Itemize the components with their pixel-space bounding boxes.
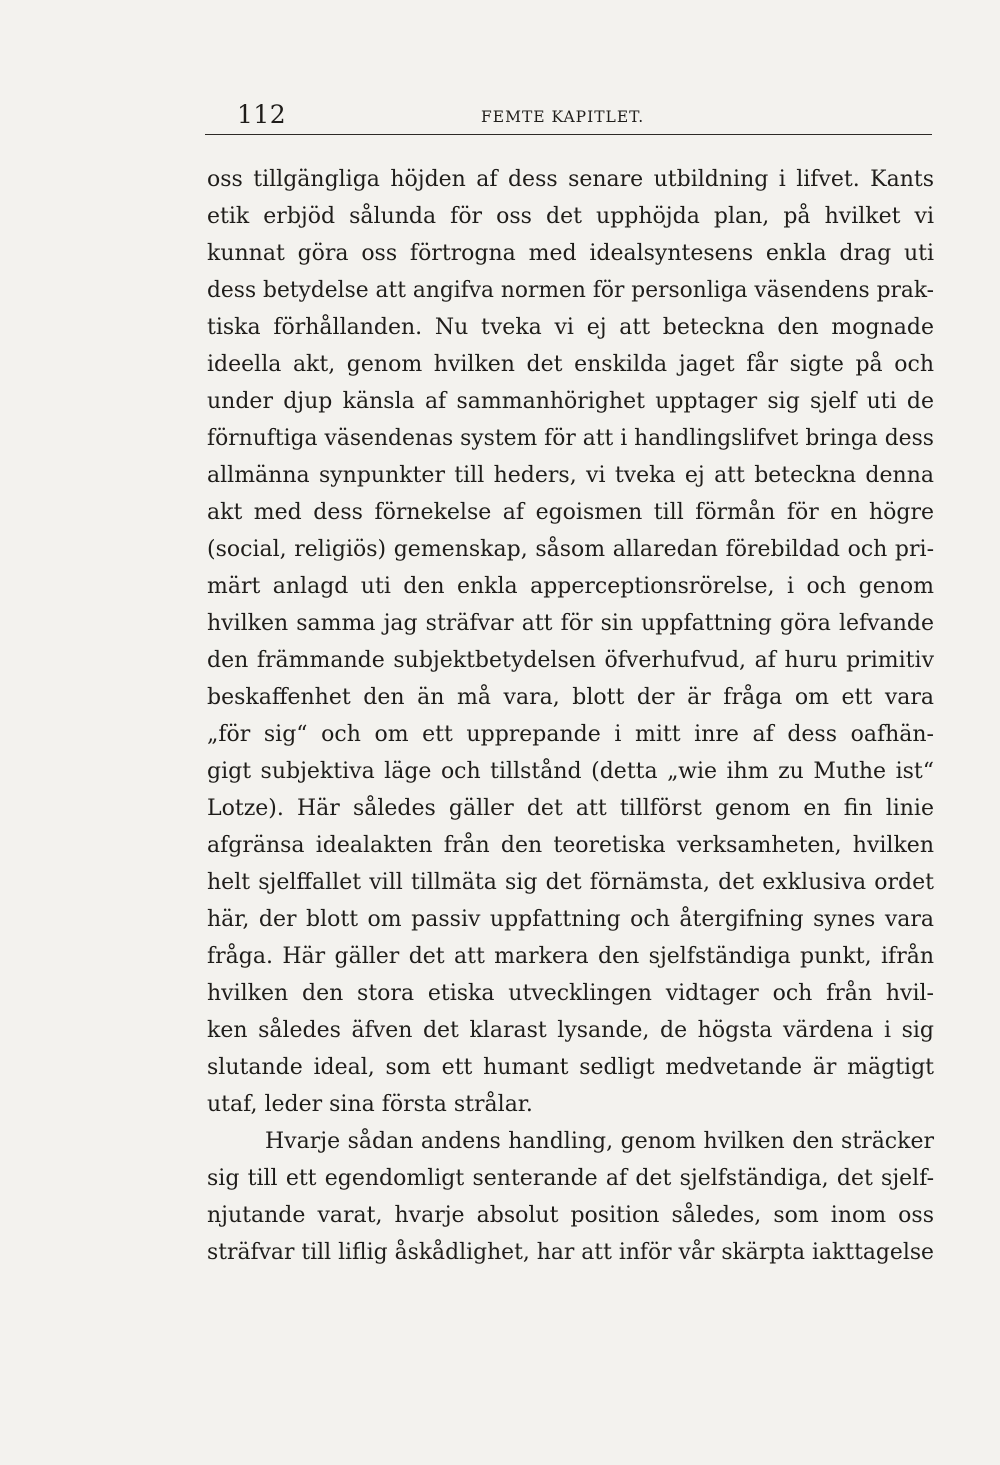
text-line [207, 938, 934, 975]
text-line-content: hvilken samma jag sträfvar att för sin uppfattning göra lefvande [207, 611, 934, 636]
text-line [207, 1197, 934, 1234]
text-line-content: Hvarje sådan andens handling, genom hvilken den sträcker [265, 1129, 934, 1154]
text-line-content: slutande ideal, som ett humant sedligt medvetande är mägtigt [207, 1055, 934, 1080]
text-line-content: tiska förhållanden. Nu tveka vi ej att beteckna den mognade [207, 315, 934, 340]
text-line-content: kunnat göra oss förtrogna med idealsyntesens enkla drag uti [207, 241, 934, 266]
text-line-content: etik erbjöd sålunda för oss det upphöjda plan, på hvilket vi [207, 204, 934, 229]
text-line [207, 235, 934, 272]
text-line [207, 568, 934, 605]
text-line [207, 420, 934, 457]
text-line [207, 494, 934, 531]
text-line [207, 679, 934, 716]
running-title: FEMTE KAPITLET. [481, 108, 645, 126]
text-line [207, 901, 934, 938]
text-line [207, 1123, 934, 1160]
text-line [207, 457, 934, 494]
text-line [207, 1160, 934, 1197]
text-line-content: märt anlagd uti den enkla apperceptionsrörelse, i och genom [207, 574, 934, 599]
text-line [207, 346, 934, 383]
page-number: 112 [237, 100, 287, 129]
text-line [207, 605, 934, 642]
text-line [207, 531, 934, 568]
text-line-content: sträfvar till liflig åskådlighet, har att inför vår skärpta iakttagelse [207, 1240, 934, 1265]
text-line [207, 827, 934, 864]
text-line-content: hvilken den stora etiska utvecklingen vidtager och från hvil- [207, 981, 934, 1006]
text-line-content: (social, religiös) gemenskap, såsom allaredan förebildad och pri- [207, 537, 934, 562]
text-line-content: Lotze). Här således gäller det att tillförst genom en fin linie [207, 796, 934, 821]
text-line [207, 1234, 934, 1271]
text-line [207, 790, 934, 827]
text-line-content: under djup känsla af sammanhörighet upptager sig sjelf uti de [207, 389, 934, 414]
body-text [207, 161, 934, 1271]
text-line [207, 753, 934, 790]
header-rule [205, 134, 932, 135]
text-line-content: fråga. Här gäller det att markera den sjelfständiga punkt, ifrån [207, 944, 934, 969]
text-line-content: dess betydelse att angifva normen för personliga väsendens prak- [207, 278, 934, 303]
text-line-content: allmänna synpunkter till heders, vi tveka ej att beteckna denna [207, 463, 934, 488]
text-line [207, 642, 934, 679]
text-line [207, 1049, 934, 1086]
text-line [207, 383, 934, 420]
text-line-content: förnuftiga väsendenas system för att i handlingslifvet bringa dess [207, 426, 934, 451]
page-header [205, 100, 932, 136]
text-line-content: oss tillgängliga höjden af dess senare utbildning i lifvet. Kants [207, 167, 934, 192]
text-line-content: helt sjelffallet vill tillmäta sig det förnämsta, det exklusiva ordet [207, 870, 934, 895]
text-line-content: „för sig“ och om ett upprepande i mitt inre af dess oafhän- [207, 722, 934, 747]
text-line [207, 716, 934, 753]
text-line [207, 309, 934, 346]
text-line [207, 272, 934, 309]
text-line-content: sig till ett egendomligt senterande af det sjelfständiga, det sjelf- [207, 1166, 934, 1191]
text-line-content: den främmande subjektbetydelsen öfverhufvud, af huru primitiv [207, 648, 934, 673]
text-line-content: gigt subjektiva läge och tillstånd (detta „wie ihm zu Muthe ist“ [207, 759, 934, 784]
text-line-content: här, der blott om passiv uppfattning och återgifning synes vara [207, 907, 934, 932]
text-line-content: afgränsa idealakten från den teoretiska verksamheten, hvilken [207, 833, 934, 858]
text-line-content: ideella akt, genom hvilken det enskilda jaget får sigte på och [207, 352, 934, 377]
text-line-content: utaf, leder sina första strålar. [207, 1092, 533, 1117]
text-line-content: njutande varat, hvarje absolut position således, som inom oss [207, 1203, 934, 1228]
text-line-content: akt med dess förnekelse af egoismen till förmån för en högre [207, 500, 934, 525]
text-line [207, 864, 934, 901]
text-line [207, 975, 934, 1012]
text-line [207, 161, 934, 198]
text-line [207, 1086, 934, 1123]
text-line-content: beskaffenhet den än må vara, blott der är fråga om ett vara [207, 685, 934, 710]
text-line [207, 1012, 934, 1049]
text-line [207, 198, 934, 235]
text-line-content: ken således äfven det klarast lysande, de högsta värdena i sig [207, 1018, 934, 1043]
